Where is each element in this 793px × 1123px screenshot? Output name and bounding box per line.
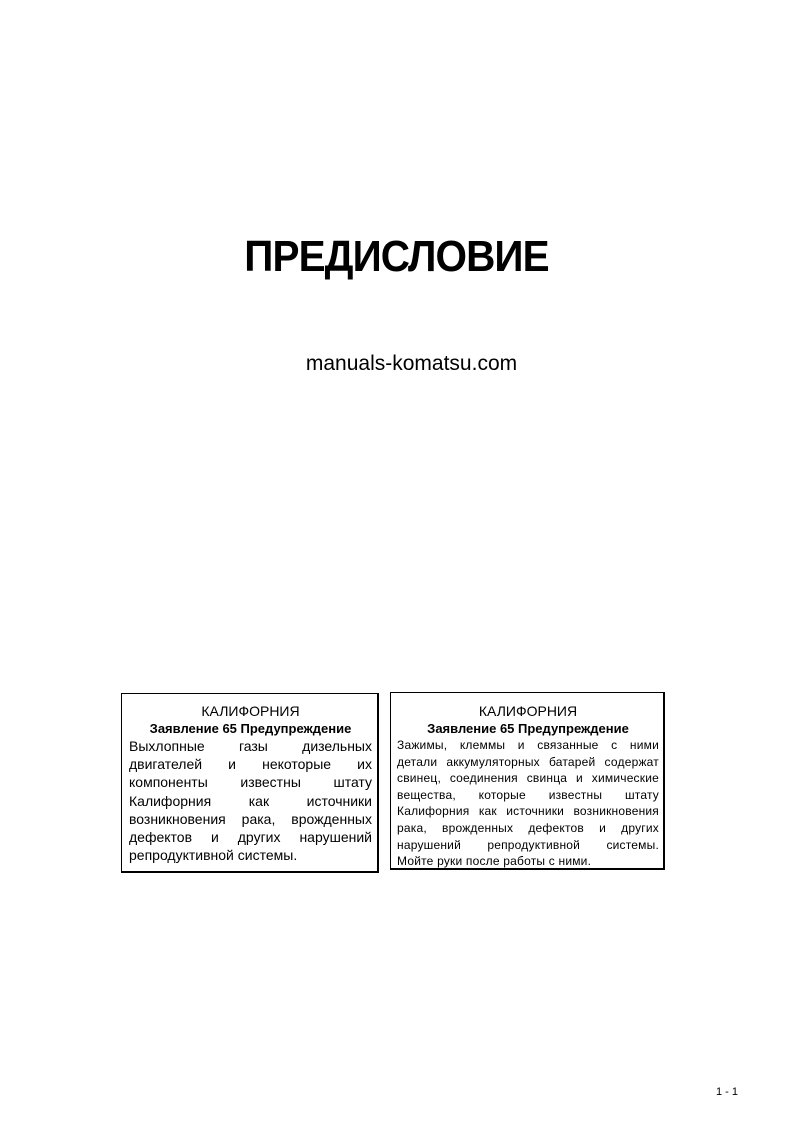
warning-subheading: Заявление 65 Предупреждение bbox=[427, 721, 629, 736]
warning-line: детали аккумуляторных батарей содержат bbox=[397, 754, 659, 769]
prop65-warning-exhaust bbox=[121, 693, 379, 873]
warning-line: рака, врожденных дефектов и других bbox=[397, 820, 659, 835]
warning-text bbox=[397, 737, 659, 870]
prop65-warning-battery bbox=[390, 692, 665, 870]
warning-line: дефектов и других нарушений bbox=[129, 829, 372, 846]
warning-line: Калифорния как источники bbox=[129, 792, 372, 809]
warning-line: Выхлопные газы дизельных bbox=[129, 738, 372, 754]
warning-heading: КАЛИФОРНИЯ bbox=[201, 703, 300, 719]
page-number: 1 - 1 bbox=[716, 1086, 739, 1098]
warning-subheading: Заявление 65 Предупреждение bbox=[149, 721, 352, 736]
warning-line: свинец, соединения свинца и химические bbox=[397, 771, 659, 786]
page-title: ПРЕДИСЛОВИЕ bbox=[244, 232, 549, 281]
warning-line: нарушений репродуктивной системы. bbox=[397, 837, 659, 852]
warning-line: репродуктивной системы. bbox=[129, 847, 298, 864]
warning-line: Мойте руки после работы с ними. bbox=[397, 854, 592, 869]
warning-text bbox=[129, 737, 372, 864]
warning-line: двигателей и некоторые их bbox=[129, 756, 372, 773]
warning-line: вещества, которые известны штату bbox=[397, 787, 659, 802]
warning-line: возникновения рака, врожденных bbox=[129, 810, 372, 827]
warning-line: компоненты известны штату bbox=[129, 774, 372, 791]
website-link[interactable]: manuals-komatsu.com bbox=[305, 352, 518, 375]
warning-line: Зажимы, клеммы и связанные с ними bbox=[397, 738, 659, 752]
warning-line: Калифорния как источники возникновения bbox=[397, 804, 659, 819]
warning-heading: КАЛИФОРНИЯ bbox=[478, 703, 578, 719]
